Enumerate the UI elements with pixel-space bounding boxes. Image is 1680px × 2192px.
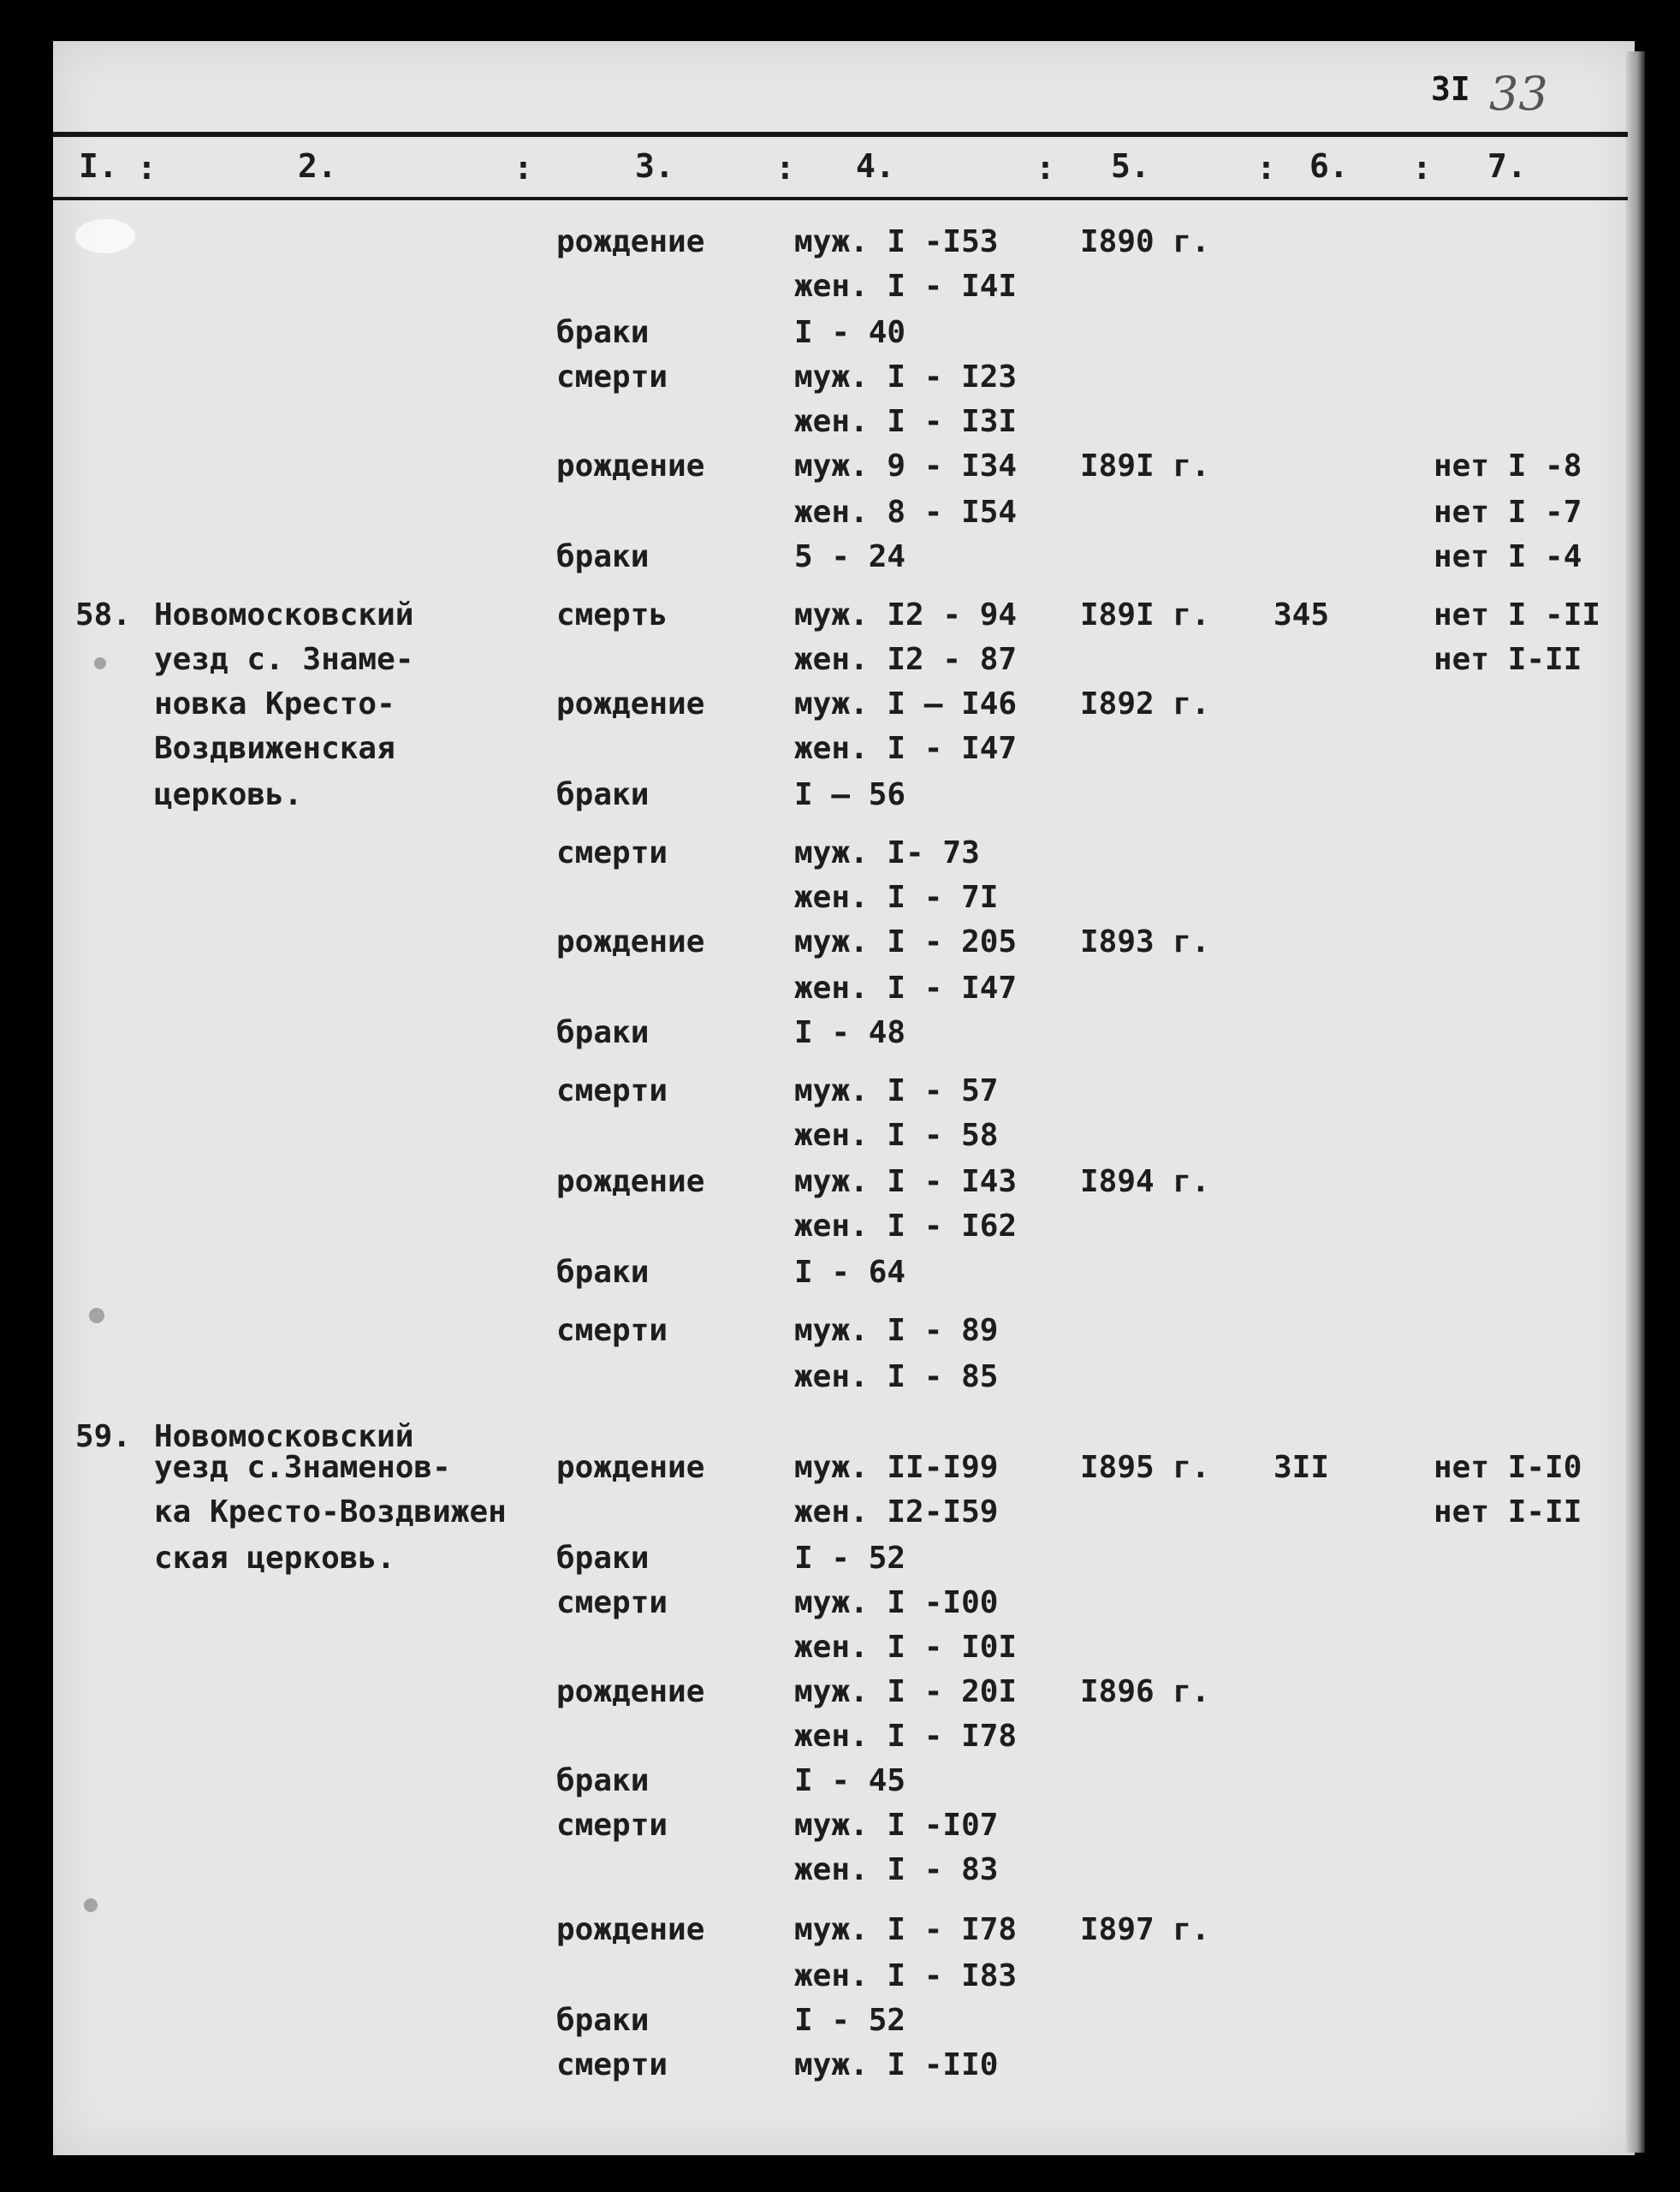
cell-col4: муж. I - I43: [794, 1164, 1018, 1199]
cell-col3: рождение: [556, 1674, 705, 1709]
cell-col3: браки: [556, 777, 650, 812]
cell-col3: смерти: [556, 1808, 668, 1843]
cell-col3: смерти: [556, 2047, 668, 2082]
header-col7: 7.: [1487, 147, 1527, 185]
page-number: 3I: [1431, 70, 1470, 108]
cell-col4: муж. I — I46: [794, 686, 1018, 722]
cell-col2: церковь.: [154, 777, 303, 812]
cell-col3: рождение: [556, 448, 705, 484]
header-col4: 4.: [856, 147, 895, 185]
cell-col1: 58.: [75, 597, 132, 633]
header-separator: :: [1036, 149, 1055, 187]
header-separator: :: [1412, 149, 1432, 187]
cell-col4: муж. 9 - I34: [794, 448, 1018, 484]
cell-col5: I894 г.: [1080, 1164, 1210, 1199]
cell-col4: жен. I - I78: [794, 1719, 1018, 1754]
header-separator: :: [137, 149, 157, 187]
cell-col3: смерти: [556, 1585, 668, 1620]
cell-col4: 5 - 24: [794, 539, 906, 574]
cell-col4: жен. I2-I59: [794, 1494, 999, 1530]
cell-col4: жен. I - I83: [794, 1958, 1018, 1993]
cell-col4: I — 56: [794, 777, 906, 812]
cell-col4: I - 52: [794, 2003, 906, 2038]
cell-col2: ская церковь.: [154, 1541, 395, 1576]
cell-col4: муж. I2 - 94: [794, 597, 1018, 633]
header-col2: 2.: [298, 147, 337, 185]
cell-col3: смерть: [556, 597, 668, 633]
cell-col4: жен. I - 83: [794, 1852, 999, 1887]
header-col1: I.: [79, 147, 118, 185]
cell-col3: браки: [556, 315, 650, 350]
cell-col4: жен. I - 85: [794, 1359, 999, 1394]
cell-col4: муж. I -I00: [794, 1585, 999, 1620]
cell-col2: Новомосковский: [154, 597, 414, 633]
cell-col3: смерти: [556, 1073, 668, 1108]
cell-col4: жен. I - I47: [794, 971, 1018, 1006]
cell-col5: I895 г.: [1080, 1450, 1210, 1485]
cell-col7: нет I -4: [1434, 539, 1582, 574]
cell-col3: браки: [556, 1255, 650, 1290]
cell-col2: Воздвиженская: [154, 731, 395, 766]
cell-col4: муж. I - 20I: [794, 1674, 1018, 1709]
header-separator: :: [513, 149, 533, 187]
cell-col4: муж. I - I23: [794, 359, 1018, 395]
cell-col3: рождение: [556, 1912, 705, 1947]
cell-col3: смерти: [556, 359, 668, 395]
cell-col4: жен. I2 - 87: [794, 642, 1018, 677]
cell-col4: муж. II-I99: [794, 1450, 999, 1485]
cell-col5: I890 г.: [1080, 224, 1210, 259]
cell-col3: рождение: [556, 1164, 705, 1199]
cell-col4: муж. I - 57: [794, 1073, 999, 1108]
scan-speck: [75, 219, 135, 253]
cell-col7: нет I-I0: [1434, 1450, 1582, 1485]
cell-col4: муж. I - 205: [794, 924, 1018, 959]
page-number-handwritten: 33: [1489, 67, 1548, 121]
header-separator: :: [1256, 149, 1276, 187]
cell-col6: 3II: [1273, 1450, 1330, 1485]
header-separator: :: [775, 149, 795, 187]
cell-col4: муж. I- 73: [794, 835, 980, 870]
cell-col3: браки: [556, 1015, 650, 1050]
cell-col2: уезд с.Знаменов-: [154, 1450, 451, 1485]
cell-col7: нет I -7: [1434, 495, 1582, 530]
cell-col3: браки: [556, 1541, 650, 1576]
header-rule-bottom: [53, 197, 1628, 200]
cell-col4: жен. I - I3I: [794, 404, 1018, 439]
cell-col4: муж. I -I53: [794, 224, 999, 259]
page-edge: [1626, 51, 1645, 2153]
scan-speck: [84, 1898, 98, 1912]
cell-col5: I896 г.: [1080, 1674, 1210, 1709]
cell-col3: смерти: [556, 835, 668, 870]
cell-col3: смерти: [556, 1313, 668, 1348]
cell-col7: нет I -II: [1434, 597, 1601, 633]
cell-col3: рождение: [556, 224, 705, 259]
scan-speck: [94, 657, 106, 669]
cell-col4: жен. I - 58: [794, 1118, 999, 1153]
cell-col4: I - 48: [794, 1015, 906, 1050]
cell-col4: жен. 8 - I54: [794, 495, 1018, 530]
cell-col4: жен. I - I47: [794, 731, 1018, 766]
cell-col4: I - 45: [794, 1763, 906, 1798]
cell-col4: муж. I - I78: [794, 1912, 1018, 1947]
scan-speck: [89, 1308, 104, 1323]
cell-col5: I893 г.: [1080, 924, 1210, 959]
cell-col3: рождение: [556, 924, 705, 959]
cell-col7: нет I -8: [1434, 448, 1582, 484]
cell-col3: браки: [556, 2003, 650, 2038]
cell-col2: уезд с. Знаме-: [154, 642, 414, 677]
cell-col4: жен. I - I0I: [794, 1630, 1018, 1665]
cell-col3: браки: [556, 1763, 650, 1798]
cell-col5: I89I г.: [1080, 448, 1210, 484]
cell-col4: I - 40: [794, 315, 906, 350]
cell-col3: рождение: [556, 1450, 705, 1485]
cell-col5: I897 г.: [1080, 1912, 1210, 1947]
header-col3: 3.: [635, 147, 674, 185]
cell-col1: 59.: [75, 1419, 132, 1454]
cell-col2: Новомосковский: [154, 1419, 414, 1454]
cell-col6: 345: [1273, 597, 1330, 633]
cell-col5: I892 г.: [1080, 686, 1210, 722]
cell-col4: I - 52: [794, 1541, 906, 1576]
cell-col3: рождение: [556, 686, 705, 722]
cell-col4: муж. I -I07: [794, 1808, 999, 1843]
cell-col2: новка Кресто-: [154, 686, 395, 722]
cell-col4: муж. I - 89: [794, 1313, 999, 1348]
header-rule-top: [53, 132, 1628, 137]
cell-col2: ка Кресто-Воздвижен: [154, 1494, 507, 1530]
cell-col4: жен. I - I4I: [794, 269, 1018, 304]
cell-col7: нет I-II: [1434, 1494, 1582, 1530]
cell-col4: жен. I - I62: [794, 1209, 1018, 1244]
cell-col4: I - 64: [794, 1255, 906, 1290]
cell-col4: жен. I - 7I: [794, 880, 999, 915]
header-col5: 5.: [1111, 147, 1150, 185]
cell-col4: муж. I -II0: [794, 2047, 999, 2082]
cell-col7: нет I-II: [1434, 642, 1582, 677]
cell-col5: I89I г.: [1080, 597, 1210, 633]
cell-col3: браки: [556, 539, 650, 574]
header-col6: 6.: [1309, 147, 1349, 185]
